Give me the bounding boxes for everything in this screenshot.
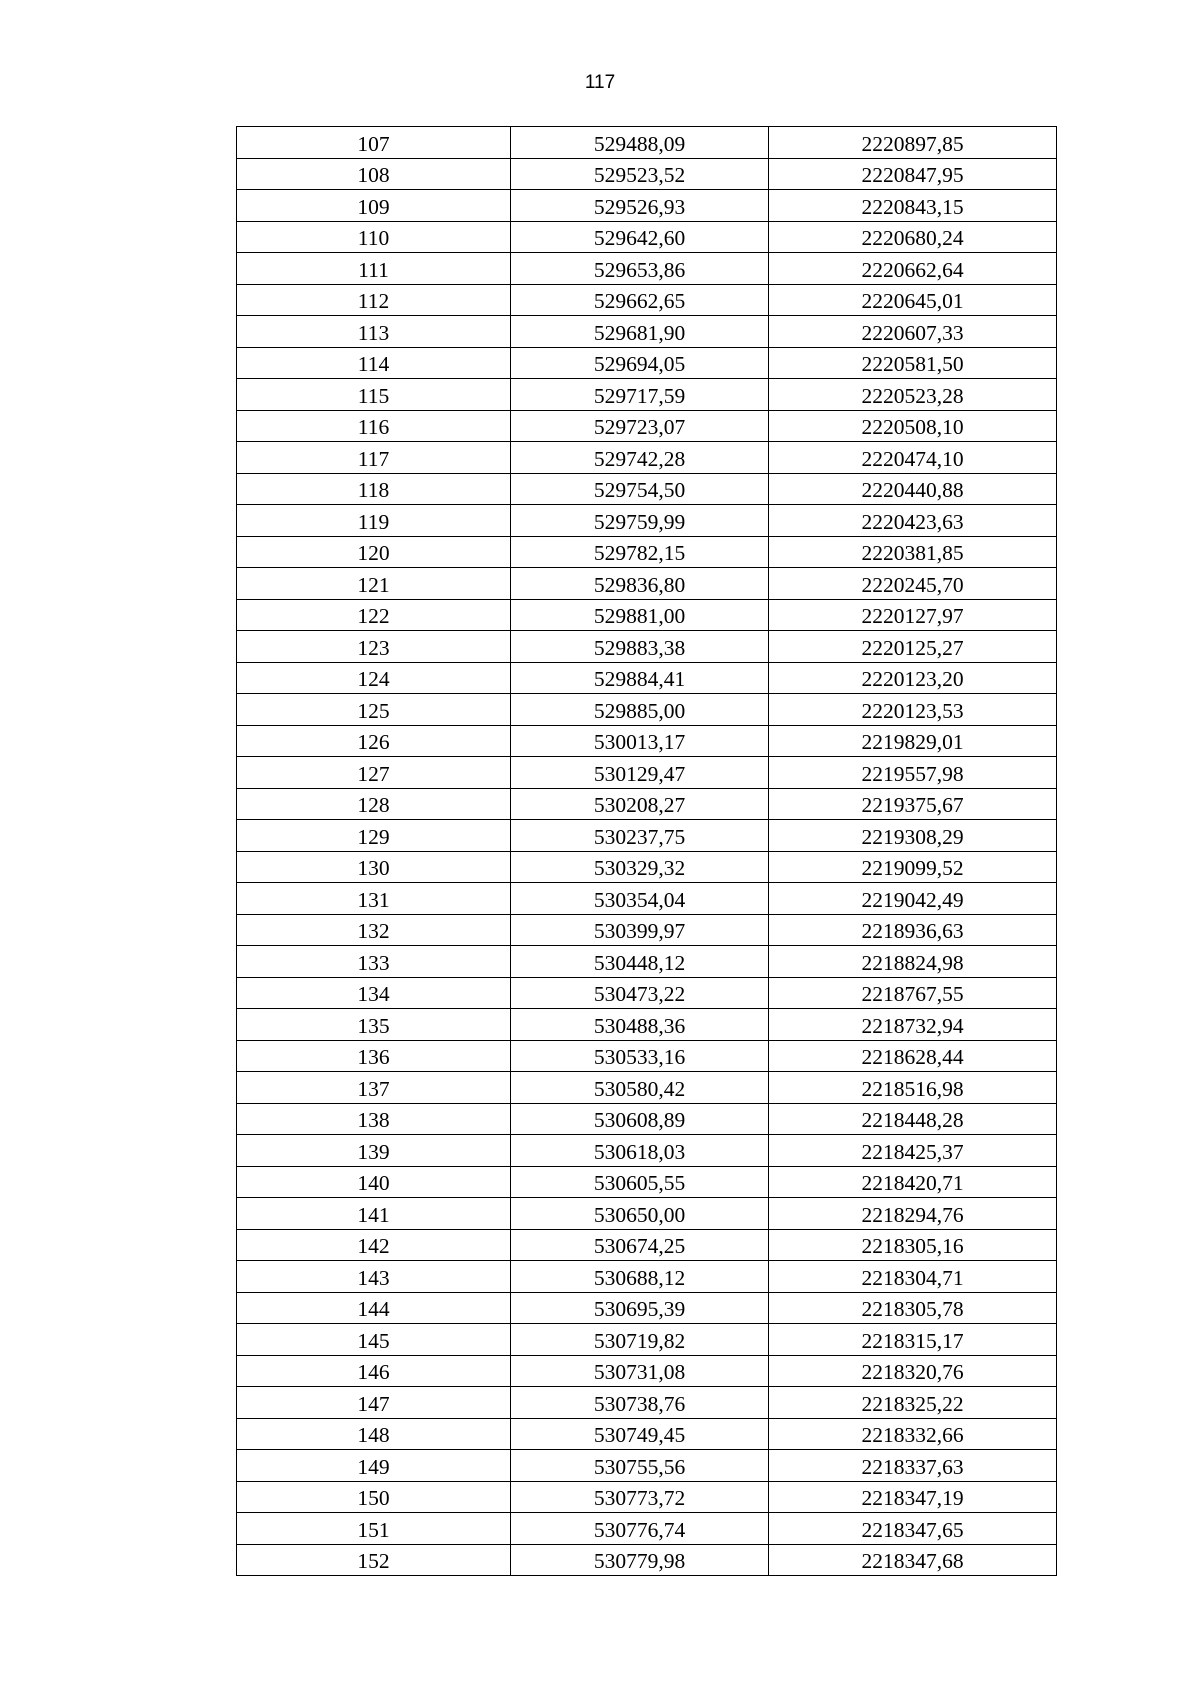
y-coordinate-cell: 2220581,50 [769,347,1057,379]
x-coordinate-cell: 529884,41 [511,662,769,694]
x-coordinate-cell: 530719,82 [511,1324,769,1356]
y-coordinate-cell: 2218936,63 [769,914,1057,946]
point-number-cell: 137 [237,1072,511,1104]
y-coordinate-cell: 2220423,63 [769,505,1057,537]
point-number-cell: 109 [237,190,511,222]
y-coordinate-cell: 2218304,71 [769,1261,1057,1293]
x-coordinate-cell: 530129,47 [511,757,769,789]
point-number-cell: 147 [237,1387,511,1419]
table-row [237,1166,1057,1198]
x-coordinate-cell: 529653,86 [511,253,769,285]
x-coordinate-cell: 529881,00 [511,599,769,631]
y-coordinate-cell: 2220474,10 [769,442,1057,474]
table-row [237,946,1057,978]
x-coordinate-cell: 529883,38 [511,631,769,663]
point-number-cell: 144 [237,1292,511,1324]
x-coordinate-cell: 530329,32 [511,851,769,883]
x-coordinate-cell: 530448,12 [511,946,769,978]
y-coordinate-cell: 2218347,65 [769,1513,1057,1545]
point-number-cell: 150 [237,1481,511,1513]
x-coordinate-cell: 530650,00 [511,1198,769,1230]
point-number-cell: 142 [237,1229,511,1261]
y-coordinate-cell: 2220645,01 [769,284,1057,316]
point-number-cell: 111 [237,253,511,285]
point-number-cell: 145 [237,1324,511,1356]
point-number-cell: 138 [237,1103,511,1135]
y-coordinate-cell: 2218305,16 [769,1229,1057,1261]
y-coordinate-cell: 2219557,98 [769,757,1057,789]
y-coordinate-cell: 2218425,37 [769,1135,1057,1167]
y-coordinate-cell: 2218347,68 [769,1544,1057,1576]
x-coordinate-cell: 529754,50 [511,473,769,505]
x-coordinate-cell: 530237,75 [511,820,769,852]
table-row [237,347,1057,379]
table-row [237,883,1057,915]
x-coordinate-cell: 529526,93 [511,190,769,222]
table-row [237,1544,1057,1576]
x-coordinate-cell: 530618,03 [511,1135,769,1167]
x-coordinate-cell: 530533,16 [511,1040,769,1072]
point-number-cell: 135 [237,1009,511,1041]
y-coordinate-cell: 2220523,28 [769,379,1057,411]
x-coordinate-cell: 529759,99 [511,505,769,537]
table-row [237,284,1057,316]
y-coordinate-cell: 2219829,01 [769,725,1057,757]
point-number-cell: 152 [237,1544,511,1576]
table-row [237,410,1057,442]
x-coordinate-cell: 530608,89 [511,1103,769,1135]
x-coordinate-cell: 530731,08 [511,1355,769,1387]
table-row [237,1450,1057,1482]
y-coordinate-cell: 2218305,78 [769,1292,1057,1324]
y-coordinate-cell: 2218347,19 [769,1481,1057,1513]
y-coordinate-cell: 2218767,55 [769,977,1057,1009]
x-coordinate-cell: 530755,56 [511,1450,769,1482]
y-coordinate-cell: 2220381,85 [769,536,1057,568]
point-number-cell: 127 [237,757,511,789]
table-row [237,820,1057,852]
table-row [237,1418,1057,1450]
table-row [237,1324,1057,1356]
table-row [237,1072,1057,1104]
y-coordinate-cell: 2219308,29 [769,820,1057,852]
table-row [237,1135,1057,1167]
x-coordinate-cell: 530473,22 [511,977,769,1009]
y-coordinate-cell: 2220127,97 [769,599,1057,631]
point-number-cell: 134 [237,977,511,1009]
point-number-cell: 148 [237,1418,511,1450]
y-coordinate-cell: 2218628,44 [769,1040,1057,1072]
y-coordinate-cell: 2218294,76 [769,1198,1057,1230]
table-row [237,1229,1057,1261]
point-number-cell: 136 [237,1040,511,1072]
y-coordinate-cell: 2219375,67 [769,788,1057,820]
y-coordinate-cell: 2220662,64 [769,253,1057,285]
point-number-cell: 143 [237,1261,511,1293]
x-coordinate-cell: 529782,15 [511,536,769,568]
point-number-cell: 116 [237,410,511,442]
point-number-cell: 129 [237,820,511,852]
x-coordinate-cell: 530013,17 [511,725,769,757]
table-row [237,725,1057,757]
x-coordinate-cell: 530776,74 [511,1513,769,1545]
table-row [237,1513,1057,1545]
y-coordinate-cell: 2218320,76 [769,1355,1057,1387]
y-coordinate-cell: 2218337,63 [769,1450,1057,1482]
y-coordinate-cell: 2220440,88 [769,473,1057,505]
table-row [237,1040,1057,1072]
table-row [237,473,1057,505]
table-row [237,977,1057,1009]
point-number-cell: 118 [237,473,511,505]
point-number-cell: 117 [237,442,511,474]
x-coordinate-cell: 530605,55 [511,1166,769,1198]
coordinates-table [236,126,1057,1576]
table-row [237,788,1057,820]
y-coordinate-cell: 2220245,70 [769,568,1057,600]
table-row [237,1355,1057,1387]
point-number-cell: 133 [237,946,511,978]
table-row [237,253,1057,285]
point-number-cell: 112 [237,284,511,316]
x-coordinate-cell: 530779,98 [511,1544,769,1576]
y-coordinate-cell: 2220680,24 [769,221,1057,253]
x-coordinate-cell: 529681,90 [511,316,769,348]
x-coordinate-cell: 529717,59 [511,379,769,411]
x-coordinate-cell: 530674,25 [511,1229,769,1261]
table-row [237,757,1057,789]
y-coordinate-cell: 2218420,71 [769,1166,1057,1198]
table-row [237,442,1057,474]
point-number-cell: 140 [237,1166,511,1198]
table-row [237,851,1057,883]
point-number-cell: 141 [237,1198,511,1230]
table-row [237,599,1057,631]
x-coordinate-cell: 529523,52 [511,158,769,190]
table-row [237,536,1057,568]
coordinates-table-body [237,127,1057,1576]
y-coordinate-cell: 2218332,66 [769,1418,1057,1450]
table-row [237,662,1057,694]
y-coordinate-cell: 2218325,22 [769,1387,1057,1419]
y-coordinate-cell: 2219099,52 [769,851,1057,883]
point-number-cell: 125 [237,694,511,726]
point-number-cell: 132 [237,914,511,946]
table-row [237,1198,1057,1230]
x-coordinate-cell: 530354,04 [511,883,769,915]
x-coordinate-cell: 530488,36 [511,1009,769,1041]
point-number-cell: 146 [237,1355,511,1387]
table-row [237,568,1057,600]
x-coordinate-cell: 529836,80 [511,568,769,600]
y-coordinate-cell: 2218732,94 [769,1009,1057,1041]
table-row [237,505,1057,537]
point-number-cell: 149 [237,1450,511,1482]
y-coordinate-cell: 2218824,98 [769,946,1057,978]
table-row [237,1261,1057,1293]
x-coordinate-cell: 529742,28 [511,442,769,474]
x-coordinate-cell: 529488,09 [511,127,769,159]
x-coordinate-cell: 530580,42 [511,1072,769,1104]
table-row [237,694,1057,726]
y-coordinate-cell: 2220508,10 [769,410,1057,442]
x-coordinate-cell: 529694,05 [511,347,769,379]
y-coordinate-cell: 2220607,33 [769,316,1057,348]
point-number-cell: 139 [237,1135,511,1167]
x-coordinate-cell: 529642,60 [511,221,769,253]
point-number-cell: 115 [237,379,511,411]
table-row [237,1103,1057,1135]
x-coordinate-cell: 530695,39 [511,1292,769,1324]
point-number-cell: 114 [237,347,511,379]
point-number-cell: 123 [237,631,511,663]
point-number-cell: 126 [237,725,511,757]
point-number-cell: 122 [237,599,511,631]
y-coordinate-cell: 2220847,95 [769,158,1057,190]
x-coordinate-cell: 530688,12 [511,1261,769,1293]
point-number-cell: 151 [237,1513,511,1545]
x-coordinate-cell: 530399,97 [511,914,769,946]
table-row [237,1481,1057,1513]
x-coordinate-cell: 529885,00 [511,694,769,726]
point-number-cell: 120 [237,536,511,568]
table-row [237,158,1057,190]
y-coordinate-cell: 2218315,17 [769,1324,1057,1356]
point-number-cell: 113 [237,316,511,348]
x-coordinate-cell: 529662,65 [511,284,769,316]
x-coordinate-cell: 530738,76 [511,1387,769,1419]
table-row [237,190,1057,222]
table-row [237,1292,1057,1324]
table-row [237,379,1057,411]
x-coordinate-cell: 530208,27 [511,788,769,820]
y-coordinate-cell: 2220123,20 [769,662,1057,694]
point-number-cell: 131 [237,883,511,915]
table-row [237,631,1057,663]
point-number-cell: 107 [237,127,511,159]
x-coordinate-cell: 529723,07 [511,410,769,442]
y-coordinate-cell: 2220123,53 [769,694,1057,726]
x-coordinate-cell: 530773,72 [511,1481,769,1513]
x-coordinate-cell: 530749,45 [511,1418,769,1450]
point-number-cell: 128 [237,788,511,820]
y-coordinate-cell: 2218516,98 [769,1072,1057,1104]
point-number-cell: 130 [237,851,511,883]
y-coordinate-cell: 2218448,28 [769,1103,1057,1135]
y-coordinate-cell: 2220897,85 [769,127,1057,159]
point-number-cell: 124 [237,662,511,694]
table-row [237,1009,1057,1041]
table-row [237,316,1057,348]
table-row [237,127,1057,159]
point-number-cell: 108 [237,158,511,190]
y-coordinate-cell: 2220843,15 [769,190,1057,222]
table-row [237,1387,1057,1419]
y-coordinate-cell: 2219042,49 [769,883,1057,915]
table-row [237,914,1057,946]
point-number-cell: 119 [237,505,511,537]
point-number-cell: 121 [237,568,511,600]
point-number-cell: 110 [237,221,511,253]
table-row [237,221,1057,253]
page-number: 117 [584,72,616,93]
y-coordinate-cell: 2220125,27 [769,631,1057,663]
